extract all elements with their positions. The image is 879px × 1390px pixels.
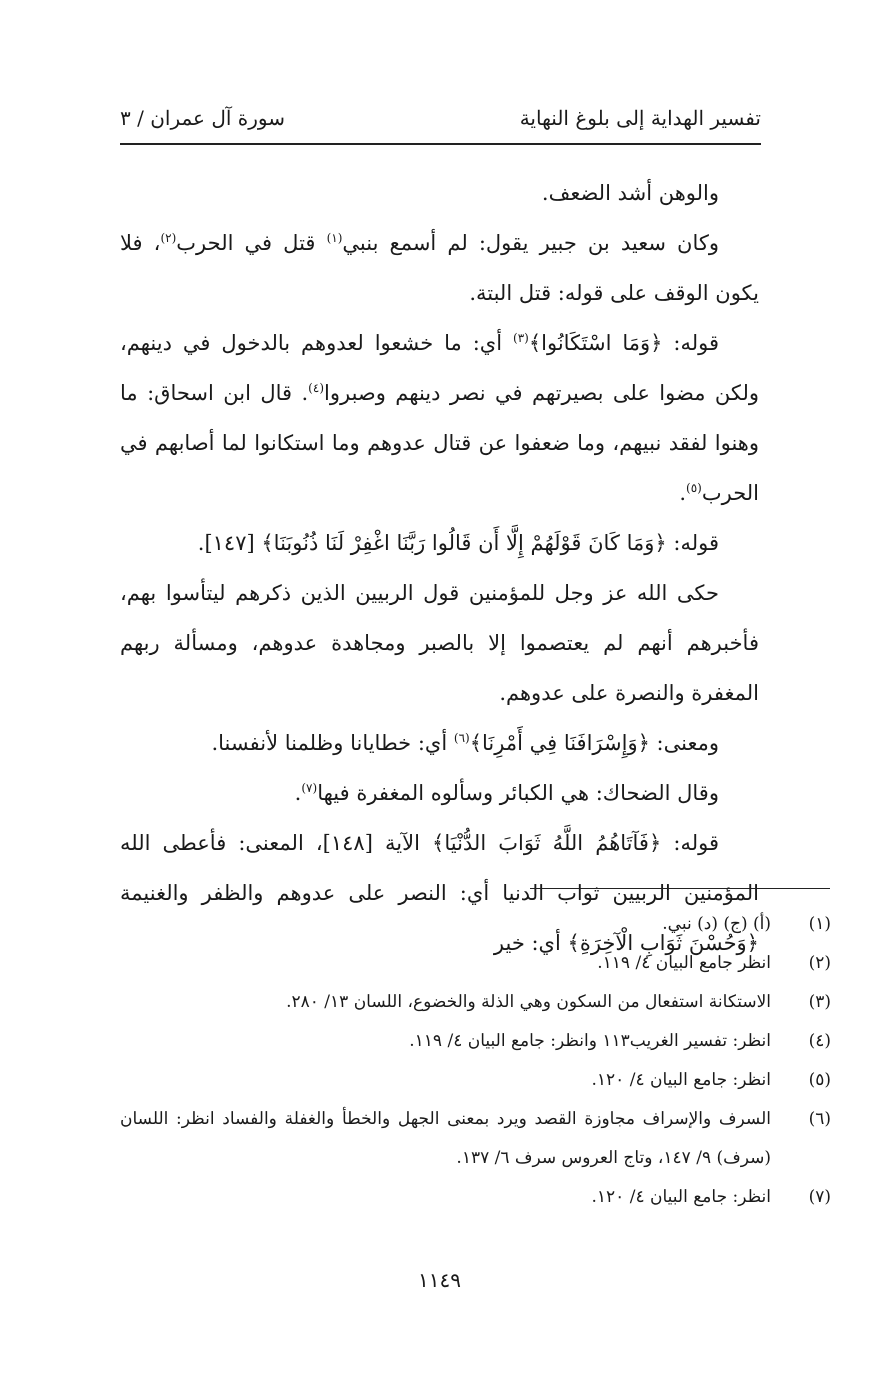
footnote-ref: (١): [326, 231, 343, 245]
footnote-3: (٣) الاستكانة استفعال من السكون وهي الذلة والخضوع، اللسان ١٣/ ٢٨٠.: [286, 992, 831, 1012]
footnote-ref: (٥): [686, 481, 702, 495]
footnotes: [120, 905, 831, 1217]
footnote-4: (٤) انظر: تفسير الغريب١١٣ وانظر: جامع البيان ٤/ ١١٩.: [409, 1031, 831, 1051]
footnote-ref: (٣): [513, 331, 529, 345]
header-divider: [120, 143, 761, 145]
footnote-ref: (٢): [160, 231, 177, 245]
paragraph-7: وقال الضحاك: هي الكبائر وسألوه المغفرة فيها$^{(٧)}$.: [294, 781, 719, 805]
footnote-ref: (٤): [308, 381, 324, 395]
surah-title: سورة آل عمران / ٣: [120, 106, 286, 130]
paragraph-5: حكى الله عز وجل للمؤمنين قول الربيين الذين ذكرهم ليتأسوا بهم، فأخبرهم أنهم لم يعتصموا إلا بالصبر ومجاهدة عدوهم، ومسألة ربهم المغفرة والنصرة على عدوهم.: [120, 581, 759, 705]
footnote-ref: (٦): [453, 731, 470, 745]
paragraph-1: والوهن أشد الضعف.: [541, 181, 719, 205]
footnote-divider: [530, 888, 830, 889]
book-title: تفسير الهداية إلى بلوغ النهاية: [519, 106, 761, 130]
footnote-6: (٦) السرف والإسراف مجاوزة القصد ويرد بمعنى الجهل والخطأ والغفلة والفساد انظر: اللسان (سرف) ٩/ ١٤٧، وتاج العروس سرف ٦/ ١٣٧.: [120, 1109, 831, 1168]
page-number: ١١٤٩: [418, 1268, 461, 1292]
running-header: [120, 100, 761, 140]
footnote-1: (١) (أ) (ج) (د) نبي.: [662, 914, 831, 934]
paragraph-4: قوله: ﴿وَمَا كَانَ قَوْلَهُمْ إِلَّا أَن قَالُوا رَبَّنَا اغْفِرْ لَنَا ذُنُوبَنَا﴾ [١٤٧].: [197, 531, 719, 555]
paragraph-8: قوله: ﴿فَآتَاهُمُ اللَّهُ ثَوَابَ الدُّنْيَا﴾ الآية [١٤٨]، المعنى: فأعطى الله المؤمنين الربيين ثواب الدنيا أي: النصر على عدوهم والظفر والغنيمة ﴿وَحُسْنَ ثَوَابِ الْآخِرَةِ﴾ أي: خير: [120, 831, 759, 955]
footnote-7: (٧) انظر: جامع البيان ٤/ ١٢٠.: [591, 1187, 831, 1207]
paragraph-2: وكان سعيد بن جبير يقول: لم أسمع بنبي$^{(١)}$ قتل في الحرب$^{(٢)}$، فلا يكون الوقف على قوله: قتل البتة.: [120, 231, 759, 305]
footnote-2: (٢) انظر جامع البيان ٤/ ١١٩.: [597, 953, 831, 973]
paragraph-6: ومعنى: ﴿وَإِسْرَافَنَا فِي أَمْرِنَا﴾$^{(٦)}$ أي: خطايانا وظلمنا لأنفسنا.: [211, 731, 719, 755]
footnote-5: (٥) انظر: جامع البيان ٤/ ١٢٠.: [591, 1070, 831, 1090]
paragraph-3: قوله: ﴿وَمَا اسْتَكَانُوا﴾$^{(٣)}$ أي: ما خشعوا لعدوهم بالدخول في دينهم، ولكن مضوا على بصيرتهم في نصر دينهم وصبروا$^{(٤)}$. قال ابن اسحاق: ما وهنوا لفقد نبيهم، وما ضعفوا عن قتال عدوهم وما استكانوا لما أصابهم في الحرب$^{(٥)}$.: [120, 331, 759, 505]
main-text: [120, 168, 759, 968]
footnote-ref: (٧): [301, 781, 318, 795]
